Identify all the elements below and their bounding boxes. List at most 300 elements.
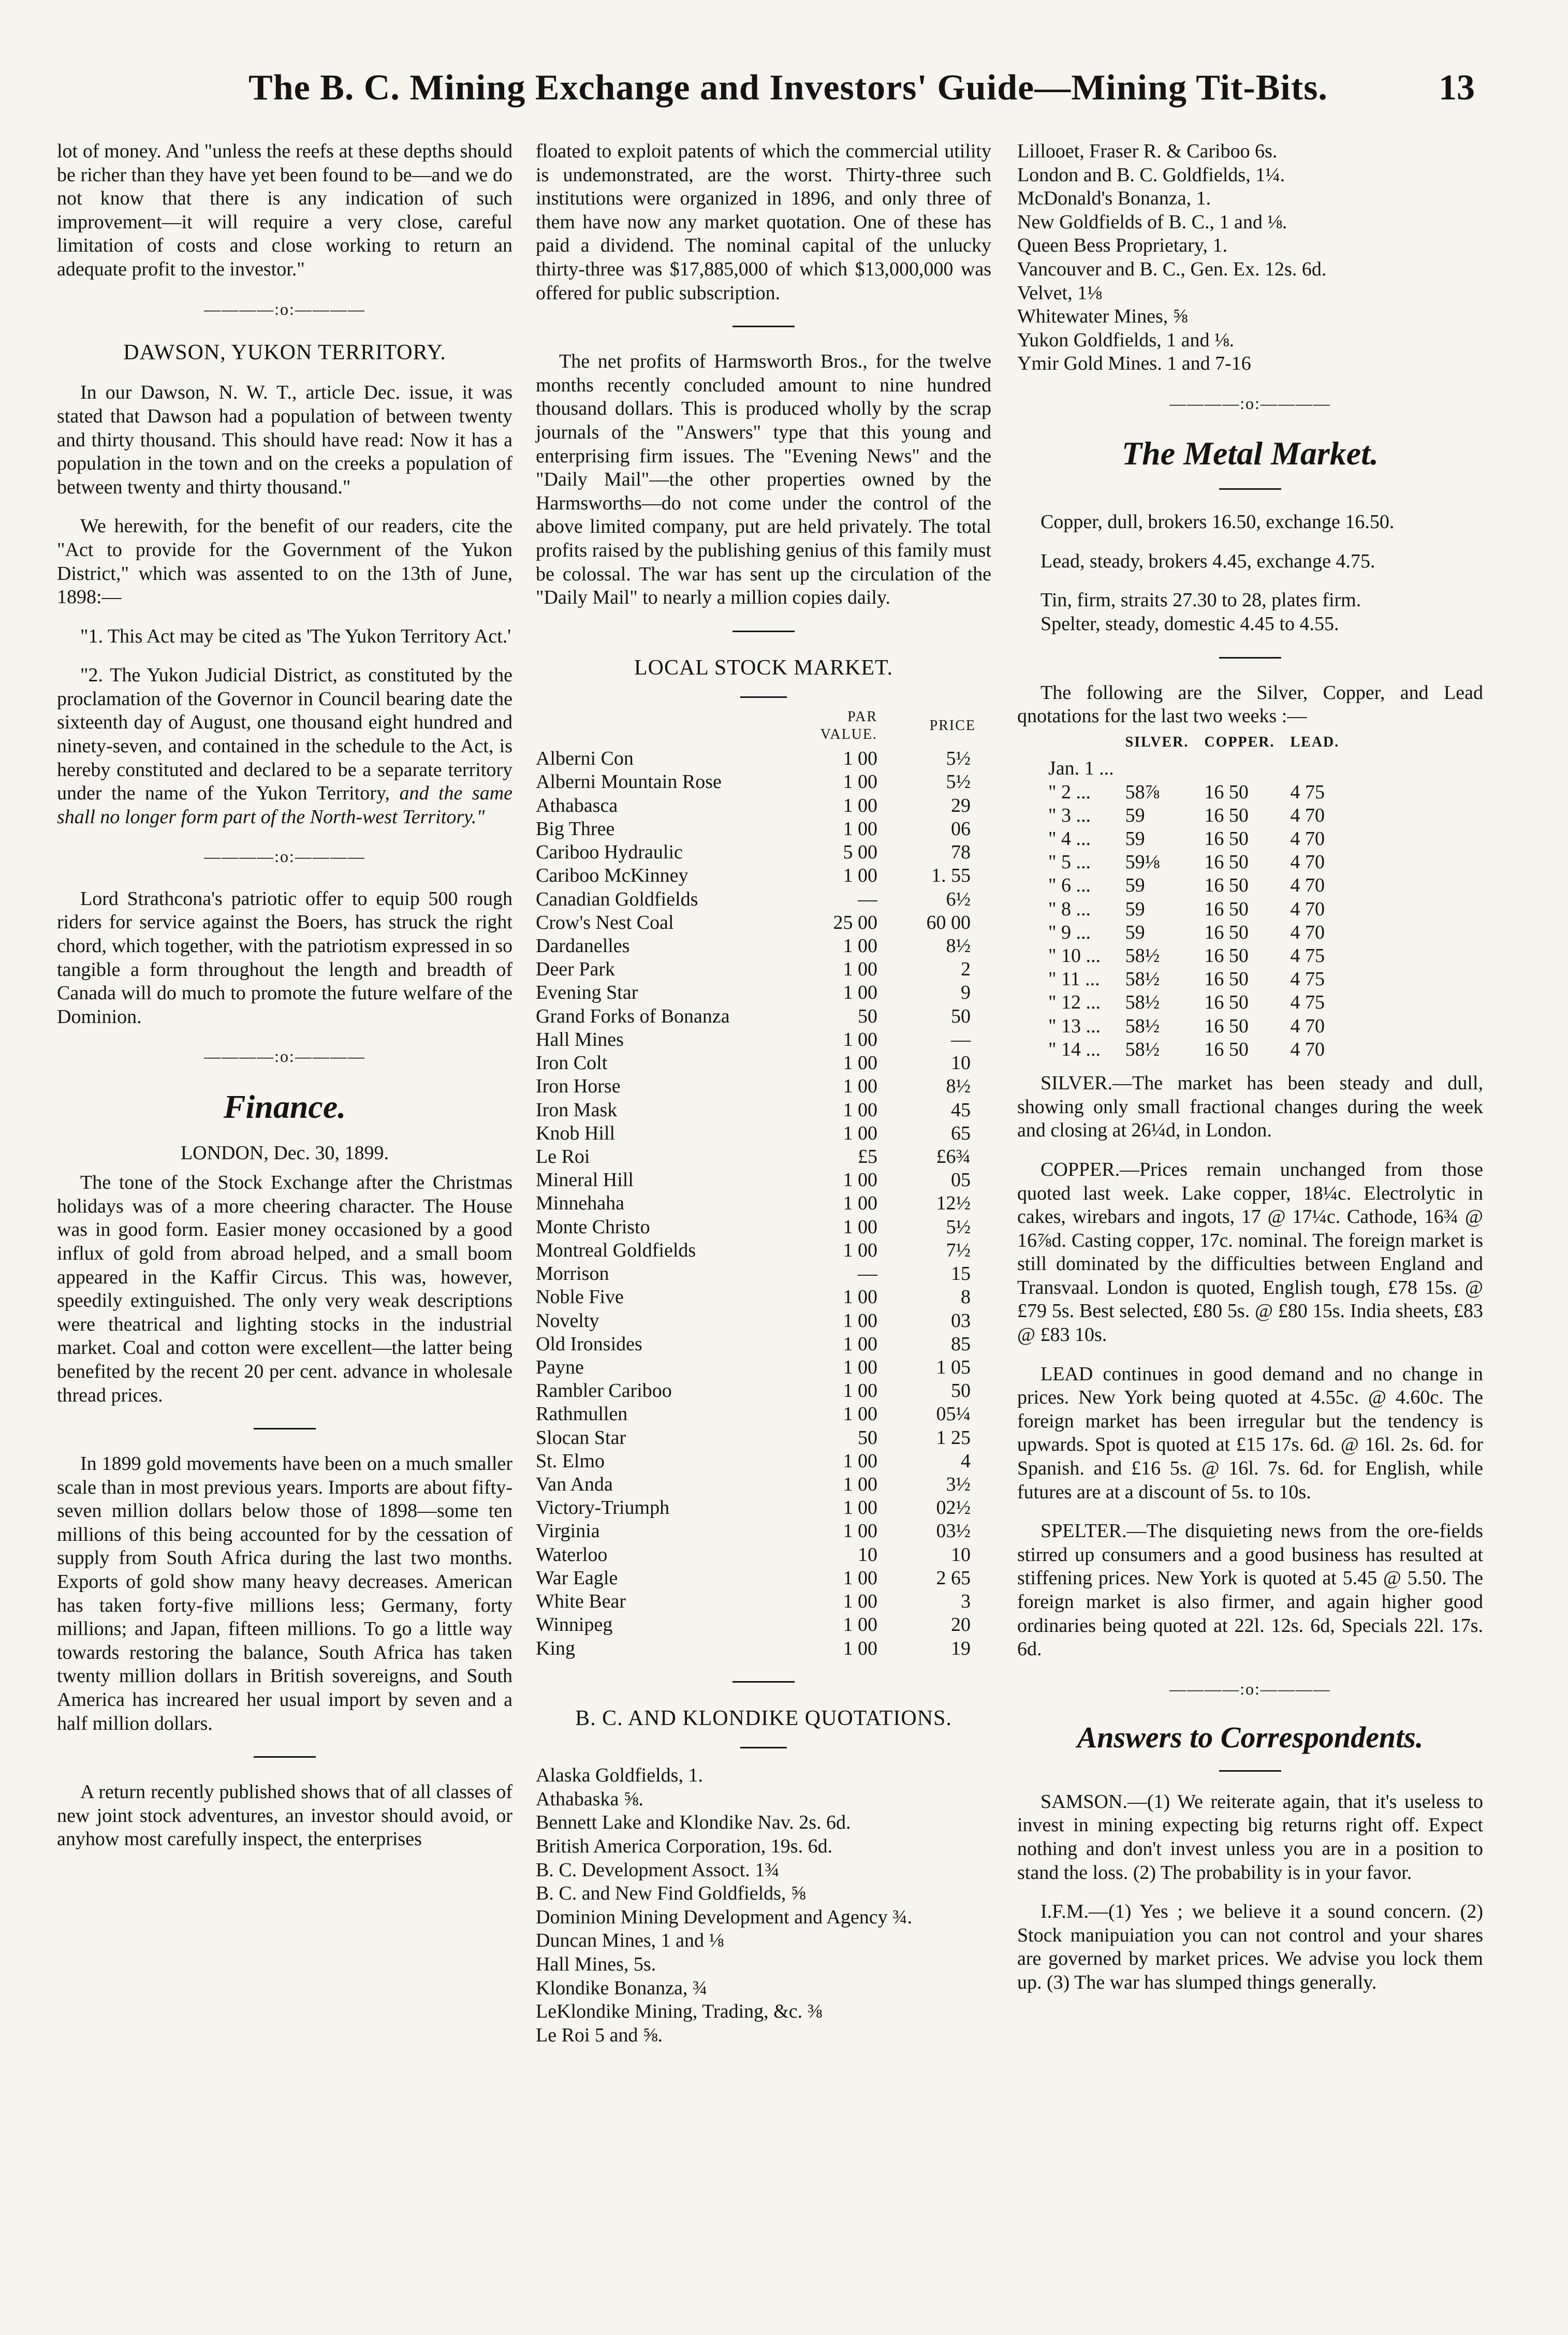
table-row [536,935,991,958]
stock-name: Athabasca [536,794,618,816]
metal-lead: 4 70 [1290,851,1325,873]
column-3 [1017,140,1483,2010]
metal-day: " 14 ... [1048,1038,1101,1060]
label-ifm: I.F.M. [1041,1901,1089,1923]
metal-silver: 58½ [1125,968,1160,990]
paragraph [1017,1158,1483,1347]
ifm-text: —(1) Yes ; we believe it a sound concern. (2) Stock manipuiation you can not control and your shares are governed by market prices. We advise you lock them up. (3) The war has slumped things generally. [1017,1901,1483,1993]
table-row [1048,968,1355,991]
rule [732,631,795,632]
stock-par: 10 [858,1543,877,1566]
section-heading-answers: Answers to Correspondents. [1077,1720,1424,1755]
stock-par: 1 00 [843,771,877,793]
table-row [536,1099,991,1122]
stock-price: 2 [961,958,971,981]
metal-lead: 4 70 [1290,1038,1325,1060]
stock-par: 50 [858,1005,877,1027]
stock-price: 10 [951,1543,971,1566]
paragraph: Tin, firm, straits 27.30 to 28, plates firm. [1041,589,1361,611]
table-row [536,841,991,864]
stock-par: 1 00 [843,1122,877,1144]
list-item: London and B. C. Goldfields, 1¼. [1017,164,1285,186]
table-row [1048,1015,1355,1038]
paragraph [57,664,512,829]
metal-silver: 59 [1125,827,1145,850]
stock-par: — [858,888,877,910]
stock-par: 1 00 [843,748,877,770]
stock-price: 8½ [946,1075,971,1098]
column-header-par: PAR VALUE. [820,709,877,742]
list-item: Klondike Bonanza, ¾ [536,1977,708,1999]
table-row [536,1590,991,1613]
stock-name: Iron Horse [536,1075,621,1098]
list-item: Dominion Mining Development and Agency ¾. [536,1906,913,1928]
table-row [536,1192,991,1215]
table-row [536,1005,991,1028]
list-item: McDonald's Bonanza, 1. [1017,187,1211,210]
page-title: The B. C. Mining Exchange and Investors' Guide—Mining Tit-Bits. [248,68,1328,108]
label-silver: SILVER. [1041,1072,1113,1094]
metal-day: " 2 ... [1048,781,1091,803]
stock-name: Van Anda [536,1473,613,1496]
label-samson: SAMSON. [1041,1790,1127,1813]
stock-name: Knob Hill [536,1122,616,1144]
paragraph [1017,1072,1483,1143]
separator: ————:o:———— [1169,1679,1331,1698]
metal-silver [1125,757,1205,780]
metal-copper: 16 50 [1204,781,1249,803]
paragraph: Lead, steady, brokers 4.45, exchange 4.75. [1041,550,1375,572]
table-row [1048,944,1355,968]
rule [740,696,787,698]
table-row [536,1309,991,1333]
stock-price: 05¼ [936,1403,971,1425]
paragraph: Copper, dull, brokers 16.50, exchange 16.50. [1041,511,1395,533]
table-row [536,1520,991,1543]
stock-price: 10 [951,1052,971,1074]
stock-name: Victory-Triumph [536,1497,670,1519]
stock-price: 1 25 [936,1426,971,1449]
metal-silver: 58½ [1125,991,1160,1014]
stock-name: Novelty [536,1309,599,1332]
table-row [536,1122,991,1145]
list-item: Whitewater Mines, ⅝ [1017,305,1188,328]
stock-name: Cariboo Hydraulic [536,841,683,864]
table-row [536,1450,991,1473]
metal-silver: 59 [1125,804,1145,826]
table-row [536,818,991,841]
list-item: Vancouver and B. C., Gen. Ex. 12s. 6d. [1017,258,1327,280]
table-row [536,1028,991,1052]
stock-price: 12½ [936,1192,971,1215]
stock-name: Montreal Goldfields [536,1239,696,1261]
list-item: Le Roi 5 and ⅝. [536,2024,663,2046]
stock-name: Dardanelles [536,935,630,957]
stock-price: 8½ [946,935,971,957]
list-item: B. C. Development Assoct. 1¾ [536,1859,780,1881]
metal-silver: 59 [1125,921,1145,943]
metal-silver: 59 [1125,874,1145,897]
table-row [536,1403,991,1426]
column-header-silver: SILVER. [1125,734,1189,750]
paragraph: "1. This Act may be cited as 'The Yukon Territory Act.' [80,625,511,647]
stock-par: 1 00 [843,958,877,981]
label-lead: LEAD [1041,1363,1093,1385]
list-item: Velvet, 1⅛ [1017,282,1102,304]
table-row [1048,991,1355,1014]
metal-copper: 16 50 [1204,991,1249,1014]
stock-par: 1 00 [843,1473,877,1496]
stock-price: 20 [951,1614,971,1636]
stock-par: 1 00 [843,982,877,1004]
stock-name: White Bear [536,1590,626,1613]
list-item: B. C. and New Find Goldfields, ⅝ [536,1882,806,1905]
stock-price: 4 [961,1450,971,1472]
list-item: Athabaska ⅝. [536,1788,643,1810]
rule [1219,488,1281,490]
stock-price: 60 00 [926,911,971,933]
stock-par: £5 [858,1145,877,1168]
metal-lead: 4 70 [1290,804,1325,826]
metal-lead: 4 70 [1290,921,1325,943]
stock-par: 1 00 [843,1567,877,1589]
lead-text: continues in good demand and no change in prices. New York being quoted at 4.55c. @ 4.60c. The foreign market has been irregular but the tendency is upwards. Spot is quoted at £15 17s. 6d. @ 16l. 2s. 6d. for Spanish. and £16 5s. @ 16l. 7s. 6d. for English, while futures are at a discount of 5s. to 10s. [1017,1363,1483,1503]
table-row [536,794,991,818]
stock-name: Old Ironsides [536,1333,642,1355]
stock-price: 03 [951,1309,971,1332]
metal-day: " 12 ... [1048,991,1101,1014]
table-row [536,1473,991,1496]
stock-price: 85 [951,1333,971,1355]
metal-lead: 4 70 [1290,898,1325,920]
metal-day: " 6 ... [1048,874,1091,897]
section-heading-dawson: DAWSON, YUKON TERRITORY. [123,340,446,364]
stock-name: Rathmullen [536,1403,628,1425]
metal-day: " 5 ... [1048,851,1091,873]
stock-name: Big Three [536,818,615,840]
table-row [536,981,991,1004]
list-item: Yukon Goldfields, 1 and ⅛. [1017,329,1235,351]
metal-copper: 16 50 [1204,945,1249,967]
table-row [1048,898,1355,921]
rule [1219,1770,1281,1772]
stock-price: 3½ [946,1473,971,1496]
table-row [536,1567,991,1590]
table-row [536,1286,991,1309]
table-row [1048,827,1355,851]
table-row [536,911,991,935]
metal-silver: 58½ [1125,1038,1160,1060]
metal-lead: 4 70 [1290,874,1325,897]
stock-par: 1 00 [843,1450,877,1472]
section-heading-finance: Finance. [223,1088,346,1125]
label-spelter: SPELTER. [1041,1520,1127,1542]
table-row [536,1637,991,1660]
column-header-price: PRICE [929,717,976,734]
separator: ————:o:———— [1169,393,1331,413]
rule [1219,657,1281,659]
stock-price: 50 [951,1005,971,1027]
stock-par: 1 00 [843,1356,877,1378]
copper-text: —Prices remain unchanged from those quoted last week. Lake copper, 18¼c. Electrolytic in cakes, wirebars and ingots, 17 @ 17¼c. Cathode, 16¾ @ 16⅞d. Casting copper, 17c. nominal. The foreign market is still dominated by the difficulties between England and Transvaal. London is quoted, English tough, £78 15s. @ £79 5s. Best selected, £80 5s. @ £80 15s. India sheets, £83 @ £83 10s. [1017,1158,1483,1346]
stock-par: 1 00 [843,1520,877,1542]
stock-price: 19 [951,1637,971,1659]
stock-par: 1 00 [843,1099,877,1121]
stock-name: Slocan Star [536,1426,626,1449]
stock-price: 6½ [946,888,971,910]
stock-par: 1 00 [843,1333,877,1355]
table-row [1048,781,1355,804]
metal-lead: 4 70 [1290,827,1325,850]
stock-table [536,708,991,1660]
separator: ————:o:———— [204,847,365,866]
stock-par: 1 00 [843,1403,877,1425]
spelter-text: —The disquieting news from the ore-fields stirred up consumers and a good business has resulted at stiffening prices. New York is quoted at 5.45 @ 5.50. The foreign market is also firmer, and again higher good ordinaries being quoted at 22l. 12s. 6d, Specials 22l. 17s. 6d. [1017,1520,1483,1660]
table-row [536,1239,991,1262]
stock-price: 1. 55 [931,865,971,887]
table-row [536,1426,991,1450]
metal-day: " 11 ... [1048,968,1100,990]
stock-name: Le Roi [536,1145,590,1168]
stock-par: 5 00 [843,841,877,864]
table-row [1048,804,1355,827]
list-item: Duncan Mines, 1 and ⅛ [536,1930,724,1952]
stock-par: 1 00 [843,1192,877,1215]
stock-par: 1 00 [843,1028,877,1050]
stock-price: — [951,1028,971,1050]
stock-name: Payne [536,1356,584,1378]
silver-text: —The market has been steady and dull, showing only small fractional changes during the week and closing at 26¼d, in London. [1017,1072,1483,1142]
stock-par: 1 00 [843,1286,877,1308]
stock-par: 1 00 [843,1637,877,1659]
stock-par: 1 00 [843,1614,877,1636]
table-row [1048,921,1355,944]
stock-par: 1 00 [843,1239,877,1261]
stock-par: 1 00 [843,935,877,957]
stock-name: Minnehaha [536,1192,624,1215]
stock-name: Mineral Hill [536,1169,634,1191]
rule [740,1747,787,1748]
rule [254,1756,316,1758]
stock-price: 29 [951,794,971,816]
stock-price: 02½ [936,1497,971,1519]
list-item: Hall Mines, 5s. [536,1953,656,1975]
metal-lead: 4 75 [1290,781,1325,803]
stock-name: Deer Park [536,958,615,981]
stock-name: Morrison [536,1263,609,1285]
section-heading-local-stock: LOCAL STOCK MARKET. [634,655,893,680]
stock-par: 50 [858,1426,877,1449]
table-row [536,1169,991,1192]
stock-price: 50 [951,1380,971,1402]
table-row [536,1075,991,1098]
list-item: Queen Bess Proprietary, 1. [1017,235,1227,257]
stock-par: 1 00 [843,1590,877,1613]
stock-par: 1 00 [843,794,877,816]
stock-name: Hall Mines [536,1028,624,1050]
stock-name: Iron Mask [536,1099,618,1121]
table-row [1048,1038,1355,1061]
list-item: LeKlondike Mining, Trading, &c. ⅜ [536,2001,823,2023]
stock-price: 15 [951,1263,971,1285]
stock-name: War Eagle [536,1567,618,1589]
metal-copper: 16 50 [1204,1038,1249,1060]
paragraph: The tone of the Stock Exchange after the Christmas holidays was of a more cheering character. The House was in good form. Easier money occasioned by a good influx of gold from abroad helped, and a small boom appeared in the Kaffir Circus. This was, however, speedily extinguished. The only very weak descriptions were theatrical and lighting stocks in the industrial market. Coal and cotton were excellent—the latter being benefited by the recent 20 per cent. advance in wholesale thread prices. [57,1172,512,1406]
rule [254,1428,316,1429]
stock-price: 5½ [946,748,971,770]
column-header-lead: LEAD. [1290,734,1340,750]
stock-par: — [858,1263,877,1285]
stock-par: 25 00 [833,911,877,933]
stock-name: Alberni Con [536,748,634,770]
table-row [536,1216,991,1239]
stock-price: 78 [951,841,971,864]
section-heading-bc-quotes: B. C. AND KLONDIKE QUOTATIONS. [575,1706,952,1730]
metal-lead [1290,757,1355,780]
paragraph [1017,1790,1483,1885]
rule [732,326,795,327]
paragraph: Spelter, steady, domestic 4.45 to 4.55. [1041,612,1339,635]
list-item: Alaska Goldfields, 1. [536,1764,703,1787]
table-row [536,1496,991,1520]
list-item: Bennett Lake and Klondike Nav. 2s. 6d. [536,1812,851,1834]
table-row [536,1356,991,1379]
stock-name: Canadian Goldfields [536,888,698,910]
column-1 [57,140,512,1867]
metal-copper [1204,757,1290,780]
metal-copper: 16 50 [1204,898,1249,920]
table-row [536,770,991,794]
stock-par: 1 00 [843,1309,877,1332]
stock-price: £6¾ [936,1145,971,1168]
stock-name: Iron Colt [536,1052,608,1074]
table-row [1048,757,1355,780]
stock-name: Rambler Cariboo [536,1380,672,1402]
stock-name: Cariboo McKinney [536,865,688,887]
stock-par: 1 00 [843,1075,877,1098]
stock-name: Evening Star [536,982,638,1004]
list-item: British America Corporation, 19s. 6d. [536,1835,833,1857]
bc-quotations-list [536,1764,991,2047]
metal-day: " 9 ... [1048,921,1091,943]
stock-price: 03½ [936,1520,971,1542]
column-header-copper: COPPER. [1204,734,1275,750]
stock-price: 45 [951,1099,971,1121]
table-row [536,1262,991,1286]
stock-name: Monte Christo [536,1216,650,1238]
quotations-continued [1017,140,1483,376]
table-row [1048,874,1355,897]
metal-copper: 16 50 [1204,804,1249,826]
metal-day: Jan. 1 ... [1048,757,1114,780]
table-row [536,1613,991,1637]
stock-price: 9 [961,982,971,1004]
act-text: "2. The Yukon Judicial District, as constituted by the proclamation of the Governor in Council bearing date the sixteenth day of August, one thousand eight hundred and ninety-seven, and contained in the schedule to the Act, is hereby constituted and declared to be a separate territory under the name of the Yukon Territory, [57,664,512,805]
metal-copper: 16 50 [1204,1015,1249,1037]
metal-copper: 16 50 [1204,874,1249,897]
separator: ————:o:———— [204,299,365,318]
metal-lead: 4 75 [1290,991,1325,1014]
metal-silver: 59 [1125,898,1145,920]
paragraph [1017,1520,1483,1661]
table-row [536,888,991,911]
stock-par: 1 00 [843,1380,877,1402]
table-row [536,1543,991,1567]
paragraph: In 1899 gold movements have been on a much smaller scale than in most previous years. Imports are about fifty-seven million dollars below those of 1898—some ten millions of this being accounted for by the cessation of supply from South Africa during the last two months. Exports of gold show many heavy decreases. American has taken forty-five millions less; Germany, forty millions; and Japan, fifteen millions. To go a little way towards restoring the balance, South Africa has taken twenty million dollars in British sovereigns, and South America has increared her usual import by seven and a half million dollars. [57,1453,512,1734]
page-number: 13 [1439,68,1475,108]
stock-par: 1 00 [843,1052,877,1074]
metal-day: " 3 ... [1048,804,1091,826]
stock-name: Grand Forks of Bonanza [536,1005,730,1027]
stock-name: Alberni Mountain Rose [536,771,722,793]
stock-price: 05 [951,1169,971,1191]
stock-price: 1 05 [936,1356,971,1378]
paragraph: In our Dawson, N. W. T., article Dec. issue, it was stated that Dawson had a population of between twenty and thirty thousand. This should have read: Now it has a population in the town and on the creeks a population of between twenty and thirty thousand." [57,382,512,498]
list-item: New Goldfields of B. C., 1 and ⅛. [1017,211,1287,233]
list-item: Lillooet, Fraser R. & Cariboo 6s. [1017,140,1278,162]
table-row [1048,851,1355,874]
dateline: LONDON, Dec. 30, 1899. [180,1142,389,1164]
act-text-italic: and the same shall no longer form part of the North-west Territory." [57,782,513,828]
metal-silver: 58½ [1125,945,1160,967]
paragraph: The following are the Silver, Copper, and Lead qnotations for the last two weeks :— [1017,681,1483,727]
label-copper: COPPER. [1041,1158,1120,1180]
metal-day: " 4 ... [1048,827,1091,850]
stock-par: 1 00 [843,1497,877,1519]
table-row [536,1145,991,1169]
stock-price: 2 65 [936,1567,971,1589]
stock-price: 3 [961,1590,971,1613]
stock-price: 7½ [946,1239,971,1261]
stock-name: Waterloo [536,1543,608,1566]
metal-quotations-table [1048,734,1355,1061]
metal-day: " 8 ... [1048,898,1091,920]
metal-copper: 16 50 [1204,921,1249,943]
stock-price: 65 [951,1122,971,1144]
stock-par: 1 00 [843,865,877,887]
paragraph [1017,1900,1483,1994]
stock-name: Noble Five [536,1286,624,1308]
separator: ————:o:———— [204,1047,365,1066]
paragraph [1017,1363,1483,1505]
paragraph: floated to exploit patents of which the commercial utility is undemonstrated, are the worst. Thirty-three such institutions were organized in 1896, and only three of them have now any market quotation. One of these has paid a dividend. The nominal capital of the unlucky thirty-three was $17,885,000 of which $13,000,000 was offered for public subscription. [536,140,991,304]
stock-par: 1 00 [843,1169,877,1191]
metal-day: " 13 ... [1048,1015,1101,1037]
metal-lead: 4 70 [1290,1015,1325,1037]
stock-name: Crow's Nest Coal [536,911,674,933]
stock-name: St. Elmo [536,1450,605,1472]
page-header [0,67,1568,124]
paragraph: We herewith, for the benefit of our readers, cite the "Act to provide for the Government of the Yukon District," which was assented to on the 13th of June, 1898:— [57,515,512,608]
metal-lead: 4 75 [1290,945,1325,967]
table-row [536,958,991,981]
rule [732,1681,795,1683]
paragraph: The net profits of Harmsworth Bros., for the twelve months recently concluded amount to nine hundred thousand dollars. This is produced wholly by the scrap journals of the "Answers" type that this young and enterprising firm issues. The "Evening News" and the "Daily Mail"—the other properties owned by the Harmsworths—do not come under the control of the above limited company, put are held privately. The total profits raised by the publishing genius of this family must be colossal. The war has sent up the circulation of the "Daily Mail" to nearly a million copies daily. [536,351,991,609]
table-row [536,1052,991,1075]
list-item: Ymir Gold Mines. 1 and 7-16 [1017,353,1251,375]
metal-copper: 16 50 [1204,827,1249,850]
column-2 [536,140,991,2047]
metal-silver: 58½ [1125,1015,1160,1037]
stock-price: 8 [961,1286,971,1308]
stock-name: King [536,1637,575,1659]
metal-lead: 4 75 [1290,968,1325,990]
stock-price: 06 [951,818,971,840]
paragraph: A return recently published shows that of all classes of new joint stock adventures, an investor should avoid, or anyhow most carefully inspect, the enterprises [57,1781,512,1850]
stock-name: Winnipeg [536,1614,613,1636]
metal-copper: 16 50 [1204,851,1249,873]
metal-day: " 10 ... [1048,945,1101,967]
